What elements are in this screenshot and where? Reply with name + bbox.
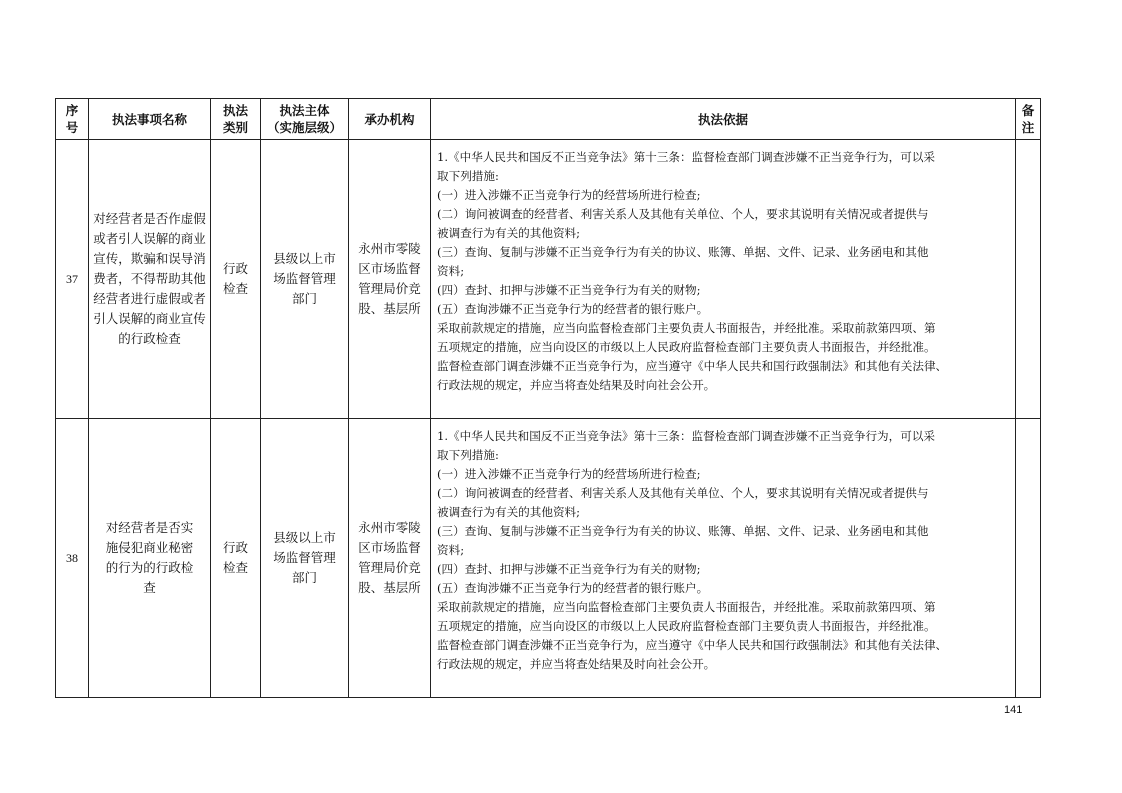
basis-line: 被调查行为有关的其他资料;: [437, 226, 581, 240]
basis-line: 采取前款规定的措施，应当向监督检查部门主要负责人书面报告，并经批准。采取前款第四项、第: [437, 321, 936, 335]
basis-line: 五项规定的措施，应当向设区的市级以上人民政府监督检查部门主要负责人书面报告，并经批准。: [437, 619, 936, 633]
basis-line: 取下列措施:: [437, 169, 499, 183]
basis-line: 取下列措施:: [437, 448, 499, 462]
table-row: [56, 140, 1041, 419]
row-item-name: 对经营者是否作虚假或者引人误解的商业宣传，欺骗和误导消费者，不得帮助其他经营者进行虚假或者引人误解的商业宣传的行政检查: [89, 140, 211, 419]
basis-line: 五项规定的措施，应当向设区的市级以上人民政府监督检查部门主要负责人书面报告，并经批准。: [437, 340, 936, 354]
row-remark: [1016, 140, 1041, 419]
basis-line: 监督检查部门调查涉嫌不正当竞争行为，应当遵守《中华人民共和国行政强制法》和其他有关法律、: [437, 638, 948, 652]
basis-line: (五）查询涉嫌不正当竞争行为的经营者的银行账户。: [437, 302, 709, 316]
basis-line: (四）查封、扣押与涉嫌不正当竞争行为有关的财物;: [437, 283, 701, 297]
row-basis: [431, 419, 1016, 698]
row-subject: 县级以上市场监督管理部门: [261, 140, 349, 419]
basis-line: 资料;: [437, 264, 465, 278]
row-category: 行政检查: [211, 140, 261, 419]
header-item-name: 执法事项名称: [89, 99, 211, 140]
header-remark: 备注: [1016, 99, 1041, 140]
basis-line: (一）进入涉嫌不正当竞争行为的经营场所进行检查;: [437, 467, 701, 481]
basis-line: 被调查行为有关的其他资料;: [437, 505, 581, 519]
basis-line: (二）询问被调查的经营者、利害关系人及其他有关单位、个人，要求其说明有关情况或者提供与: [437, 486, 929, 500]
page-number: 141: [1004, 704, 1023, 716]
header-basis: 执法依据: [431, 99, 1016, 140]
row-item-name: 对经营者是否实施侵犯商业秘密的行为的行政检查: [89, 419, 211, 698]
basis-line: (一）进入涉嫌不正当竞争行为的经营场所进行检查;: [437, 188, 701, 202]
row-basis: [431, 140, 1016, 419]
basis-line: 1.《中华人民共和国反不正当竞争法》第十三条：监督检查部门调查涉嫌不正当竞争行为，可以采: [437, 429, 936, 443]
row-category: 行政检查: [211, 419, 261, 698]
basis-line: 1.《中华人民共和国反不正当竞争法》第十三条：监督检查部门调查涉嫌不正当竞争行为，可以采: [437, 150, 936, 164]
header-subject: 执法主体 （实施层级）: [261, 99, 349, 140]
header-row: [56, 99, 1041, 140]
basis-line: 行政法规的规定，并应当将查处结果及时向社会公开。: [437, 378, 716, 392]
basis-line: (三）查询、复制与涉嫌不正当竞争行为有关的协议、账簿、单据、文件、记录、业务函电和其他: [437, 524, 929, 538]
row-seq: 37: [56, 140, 89, 419]
row-agency: 永州市零陵区市场监督管理局价竞股、基层所: [349, 419, 431, 698]
header-seq: 序 号: [56, 99, 89, 140]
basis-line: (四）查封、扣押与涉嫌不正当竞争行为有关的财物;: [437, 562, 701, 576]
header-agency: 承办机构: [349, 99, 431, 140]
basis-line: (二）询问被调查的经营者、利害关系人及其他有关单位、个人，要求其说明有关情况或者提供与: [437, 207, 929, 221]
basis-line: (三）查询、复制与涉嫌不正当竞争行为有关的协议、账簿、单据、文件、记录、业务函电和其他: [437, 245, 929, 259]
basis-line: (五）查询涉嫌不正当竞争行为的经营者的银行账户。: [437, 581, 709, 595]
basis-line: 采取前款规定的措施，应当向监督检查部门主要负责人书面报告，并经批准。采取前款第四项、第: [437, 600, 936, 614]
basis-line: 监督检查部门调查涉嫌不正当竞争行为，应当遵守《中华人民共和国行政强制法》和其他有关法律、: [437, 359, 948, 373]
row-agency: 永州市零陵区市场监督管理局价竞股、基层所: [349, 140, 431, 419]
basis-line: 资料;: [437, 543, 465, 557]
header-category: 执法 类别: [211, 99, 261, 140]
enforcement-table: [55, 98, 1041, 698]
basis-line: 行政法规的规定，并应当将查处结果及时向社会公开。: [437, 657, 716, 671]
table-row: [56, 419, 1041, 698]
row-remark: [1016, 419, 1041, 698]
row-subject: 县级以上市场监督管理部门: [261, 419, 349, 698]
row-seq: 38: [56, 419, 89, 698]
